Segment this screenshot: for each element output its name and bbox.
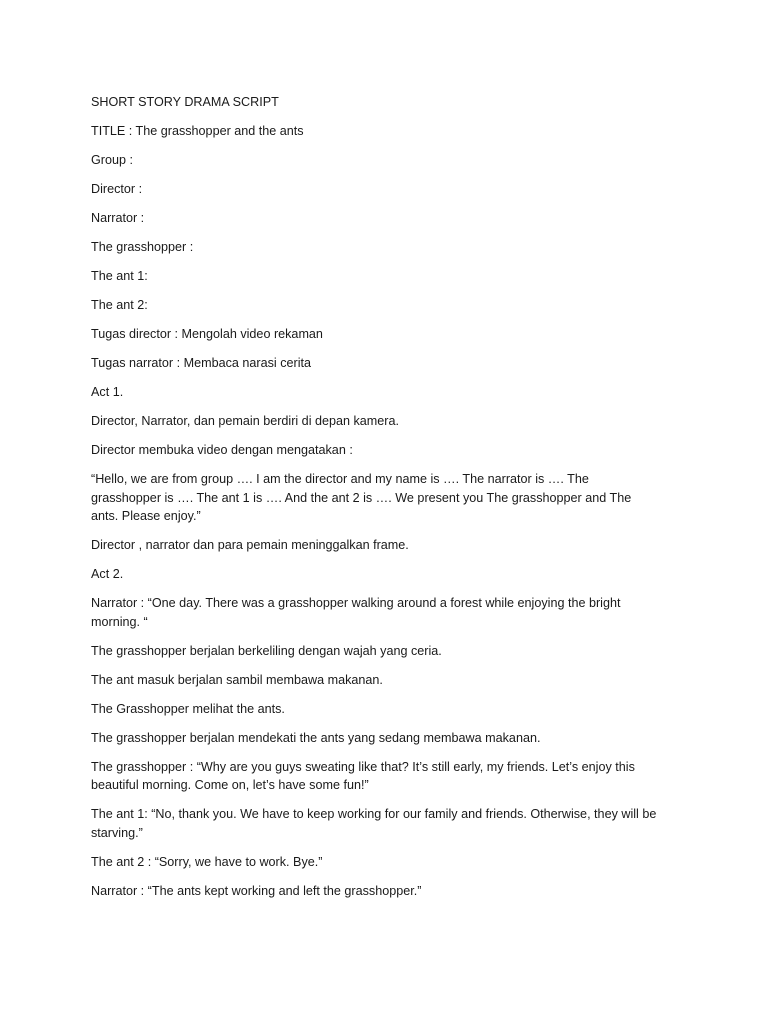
script-paragraph: The grasshopper berjalan berkeliling dengan wajah yang ceria. <box>91 643 442 658</box>
script-paragraph: The ant 2 : “Sorry, we have to work. Bye.” <box>91 854 323 869</box>
script-paragraph: The Grasshopper melihat the ants. <box>91 701 285 716</box>
story-title: TITLE : The grasshopper and the ants <box>91 124 304 138</box>
ant-1-line: The ant 1: <box>91 269 148 283</box>
act-1-heading: Act 1. <box>91 385 124 399</box>
script-paragraph: The grasshopper : “Why are you guys sweating like that? It’s still early, my friends. Let’s enjoy this beautiful morning. Come on, let’s have some fun!” <box>91 759 635 792</box>
script-paragraph: The ant masuk berjalan sambil membawa makanan. <box>91 672 383 687</box>
script-paragraph: Narrator : “One day. There was a grasshopper walking around a forest while enjoying the bright morning. “ <box>91 596 621 629</box>
group-line: Group : <box>91 153 133 167</box>
script-paragraph: “Hello, we are from group …. I am the director and my name is …. The narrator is …. The grasshopper is …. The ant 1 is …. And the ant 2 is …. We present you The grasshopper and The ants. Please enjoy.” <box>91 472 632 523</box>
act-2-heading: Act 2. <box>91 567 124 581</box>
script-paragraph: Director membuka video dengan mengatakan : <box>91 443 353 457</box>
script-paragraph: The ant 1: “No, thank you. We have to keep working for our family and friends. Otherwise, they will be starving.” <box>91 807 657 840</box>
director-task: Tugas director : Mengolah video rekaman <box>91 327 323 341</box>
document-body <box>91 93 661 911</box>
grasshopper-line: The grasshopper : <box>91 240 194 254</box>
script-paragraph: Narrator : “The ants kept working and left the grasshopper.” <box>91 883 422 898</box>
script-paragraph: The grasshopper berjalan mendekati the ants yang sedang membawa makanan. <box>91 730 541 745</box>
script-paragraph: Director, Narrator, dan pemain berdiri di depan kamera. <box>91 414 399 428</box>
narrator-line: Narrator : <box>91 211 145 225</box>
ant-2-line: The ant 2: <box>91 298 148 312</box>
document-heading: SHORT STORY DRAMA SCRIPT <box>91 95 279 109</box>
narrator-task: Tugas narrator : Membaca narasi cerita <box>91 356 312 370</box>
director-line: Director : <box>91 182 143 196</box>
script-paragraph: Director , narrator dan para pemain meninggalkan frame. <box>91 538 409 552</box>
